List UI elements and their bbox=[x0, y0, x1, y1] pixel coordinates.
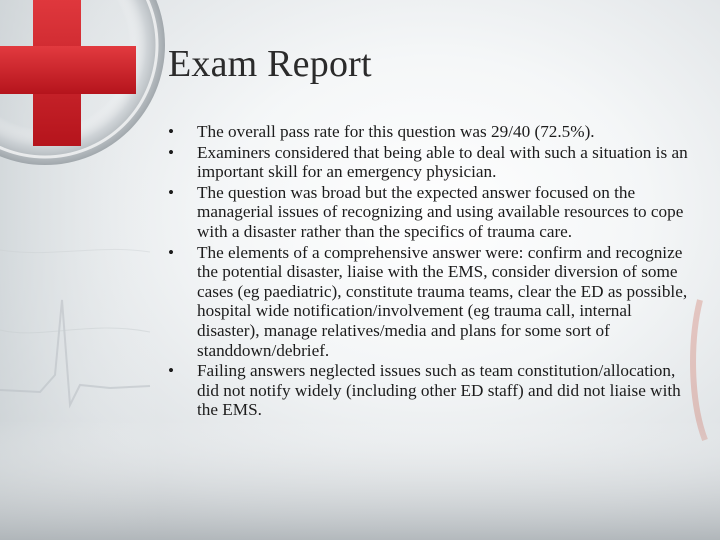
slide-content bbox=[168, 122, 688, 421]
list-item-text: Examiners considered that being able to deal with such a situation is an important skill for an emergency physician. bbox=[197, 142, 688, 182]
list-item bbox=[168, 243, 688, 361]
list-item-text: The overall pass rate for this question was 29/40 (72.5%). bbox=[197, 122, 595, 141]
bullet-icon: • bbox=[168, 361, 175, 381]
bullet-icon: • bbox=[168, 122, 175, 141]
list-item-text: The elements of a comprehensive answer were: confirm and recognize the potential disaster, liaise with the EMS, consider diversion of some cases (eg paediatric), constitute trauma teams, clear the ED as possible, hospital wide notification/involvement (eg trauma call, internal disaster), manage relatives/media and plans for some sort of standdown/debrief. bbox=[197, 242, 688, 360]
bullet-list bbox=[168, 122, 688, 420]
list-item bbox=[168, 361, 688, 420]
list-item bbox=[168, 143, 688, 182]
list-item-text: The question was broad but the expected answer focused on the managerial issues of recognizing and using available resources to cope with a disaster rather than the specifics of trauma care. bbox=[197, 182, 684, 241]
list-item-text: Failing answers neglected issues such as team constitution/allocation, did not notify widely (including other ED staff) and did not liaise with the EMS. bbox=[197, 361, 681, 420]
bullet-icon: • bbox=[168, 142, 175, 162]
slide-title: Exam Report bbox=[168, 43, 372, 85]
list-item bbox=[168, 122, 688, 142]
bullet-icon: • bbox=[168, 242, 175, 262]
list-item bbox=[168, 183, 688, 242]
bullet-icon: • bbox=[168, 182, 175, 202]
